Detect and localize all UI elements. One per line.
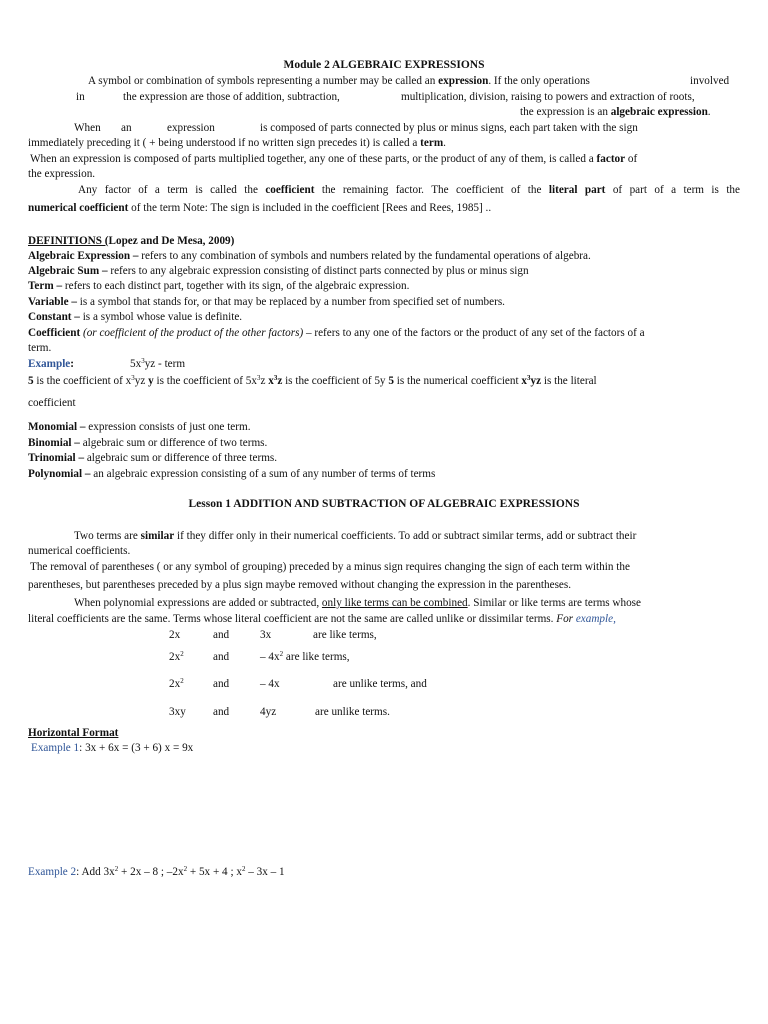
definitions-heading: DEFINITIONS (Lopez and De Mesa, 2009) <box>28 235 235 247</box>
def-variable: Variable – is a symbol that stands for, or that may be replaced by a number from specified set of numbers. <box>28 296 505 308</box>
def-monomial: Monomial – expression consists of just one term. <box>28 421 251 433</box>
def-constant: Constant – is a symbol whose value is definite. <box>28 311 243 323</box>
term-a: $2x^2$ <box>169 677 184 690</box>
lesson-p3: When polynomial expressions are added or subtracted, only like terms can be combined. Similar or like terms are terms whose <box>74 597 642 609</box>
intro-line-5: immediately preceding it ( + being understood if no written sign precedes it) is called a term. <box>28 137 446 149</box>
intro-line-4-an: an <box>121 122 132 134</box>
intro-line-4-when: When <box>74 122 101 134</box>
example-2: Example 2: Add $3x^2 + 2x - 8$ ; $-2x^2 + 5x + 4$ ; $x^2 - 3x - 1$ <box>28 865 285 878</box>
intro-line-8: Any factor of a term is called the coefficient the remaining factor. The coefficient of the literal part of part of a term is the <box>78 184 740 196</box>
example-1: Example 1: 3x + 6x = (3 + 6) x = 9x <box>31 742 194 754</box>
intro-line-1-end: involved <box>690 75 730 87</box>
term-b: 3x <box>260 629 272 641</box>
coefficient-examples-line: 5 is the coefficient of $x^3yz$ y is the coefficient of $5x^3z$ $x^3z$ is the coefficient of 5y 5 is the numerical coefficient $x^3yz$ is the literal <box>28 374 597 387</box>
intro-line-9: numerical coefficient of the term Note: The sign is included in the coefficient [Rees and Rees, 1985] .. <box>28 202 492 214</box>
def-trinomial: Trinomial – algebraic sum or difference of three terms. <box>28 452 278 464</box>
and-word: and <box>213 678 230 690</box>
intro-line-1: A symbol or combination of symbols representing a number may be called an expression. If the only operations <box>88 75 590 87</box>
term-a: $2x^2$ <box>169 650 184 663</box>
def-algebraic-expression: Algebraic Expression – refers to any combination of symbols and numbers related by the fundamental operations of algebra. <box>28 250 591 262</box>
intro-line-2-end: multiplication, division, raising to powers and extraction of roots, <box>401 91 695 103</box>
example-expression: $5x^3yz$ - term <box>130 357 186 370</box>
and-word: and <box>213 629 230 641</box>
module-title: Module 2 ALGEBRAIC EXPRESSIONS <box>283 59 485 71</box>
term-a: 3xy <box>169 706 186 718</box>
horizontal-format-heading: Horizontal Format <box>28 727 119 739</box>
term-note: are unlike terms. <box>315 706 390 718</box>
and-word: and <box>213 706 230 718</box>
example-label: Example: <box>28 358 74 370</box>
term-a: 2x <box>169 629 181 641</box>
term-b: 4yz <box>260 706 277 718</box>
coefficient-word: coefficient <box>28 397 76 409</box>
lesson-p1-cont: numerical coefficients. <box>28 545 131 557</box>
def-binomial: Binomial – algebraic sum or difference of two terms. <box>28 437 268 449</box>
def-algebraic-sum: Algebraic Sum – refers to any algebraic expression consisting of distinct parts connected by plus or minus sign <box>28 265 529 277</box>
intro-line-6: When an expression is composed of parts multiplied together, any one of these parts, or the product of any of them, is called a factor of <box>30 153 638 165</box>
term-b: – $4x^2$ are like terms, <box>260 650 350 663</box>
intro-line-7: the expression. <box>28 168 96 180</box>
lesson-p2: The removal of parentheses ( or any symbol of grouping) preceded by a minus sign requires changing the sign of each term within the <box>30 561 630 573</box>
intro-line-4-rest: is composed of parts connected by plus or minus signs, each part taken with the sign <box>260 122 638 134</box>
intro-line-3: the expression is an algebraic expression. <box>520 106 711 118</box>
term-b: – 4x <box>260 678 280 690</box>
lesson-p2-cont: parentheses, but parentheses preceded by a plus sign maybe removed without changing the expression in the parentheses. <box>28 579 572 591</box>
def-coefficient-cont: term. <box>28 342 52 354</box>
lesson-p3-cont: literal coefficients are the same. Terms whose literal coefficient are not the same are called unlike or dissimilar terms. For example, <box>28 613 616 625</box>
and-word: and <box>213 651 230 663</box>
def-term: Term – refers to each distinct part, together with its sign, of the algebraic expression. <box>28 280 410 292</box>
term-note: are unlike terms, and <box>333 678 427 690</box>
def-polynomial: Polynomial – an algebraic expression consisting of a sum of any number of terms of terms <box>28 468 436 480</box>
term-note: are like terms, <box>313 629 377 641</box>
lesson-title: Lesson 1 ADDITION AND SUBTRACTION OF ALGEBRAIC EXPRESSIONS <box>188 498 580 510</box>
intro-line-2-mid: the expression are those of addition, subtraction, <box>123 91 340 103</box>
def-coefficient: Coefficient (or coefficient of the product of the other factors) – refers to any one of the factors or the product of any set of the factors of a <box>28 327 645 339</box>
intro-line-2-in: in <box>76 91 85 103</box>
lesson-p1: Two terms are similar if they differ only in their numerical coefficients. To add or subtract similar terms, add or subtract their <box>74 530 637 542</box>
intro-line-4-expr: expression <box>167 122 215 134</box>
